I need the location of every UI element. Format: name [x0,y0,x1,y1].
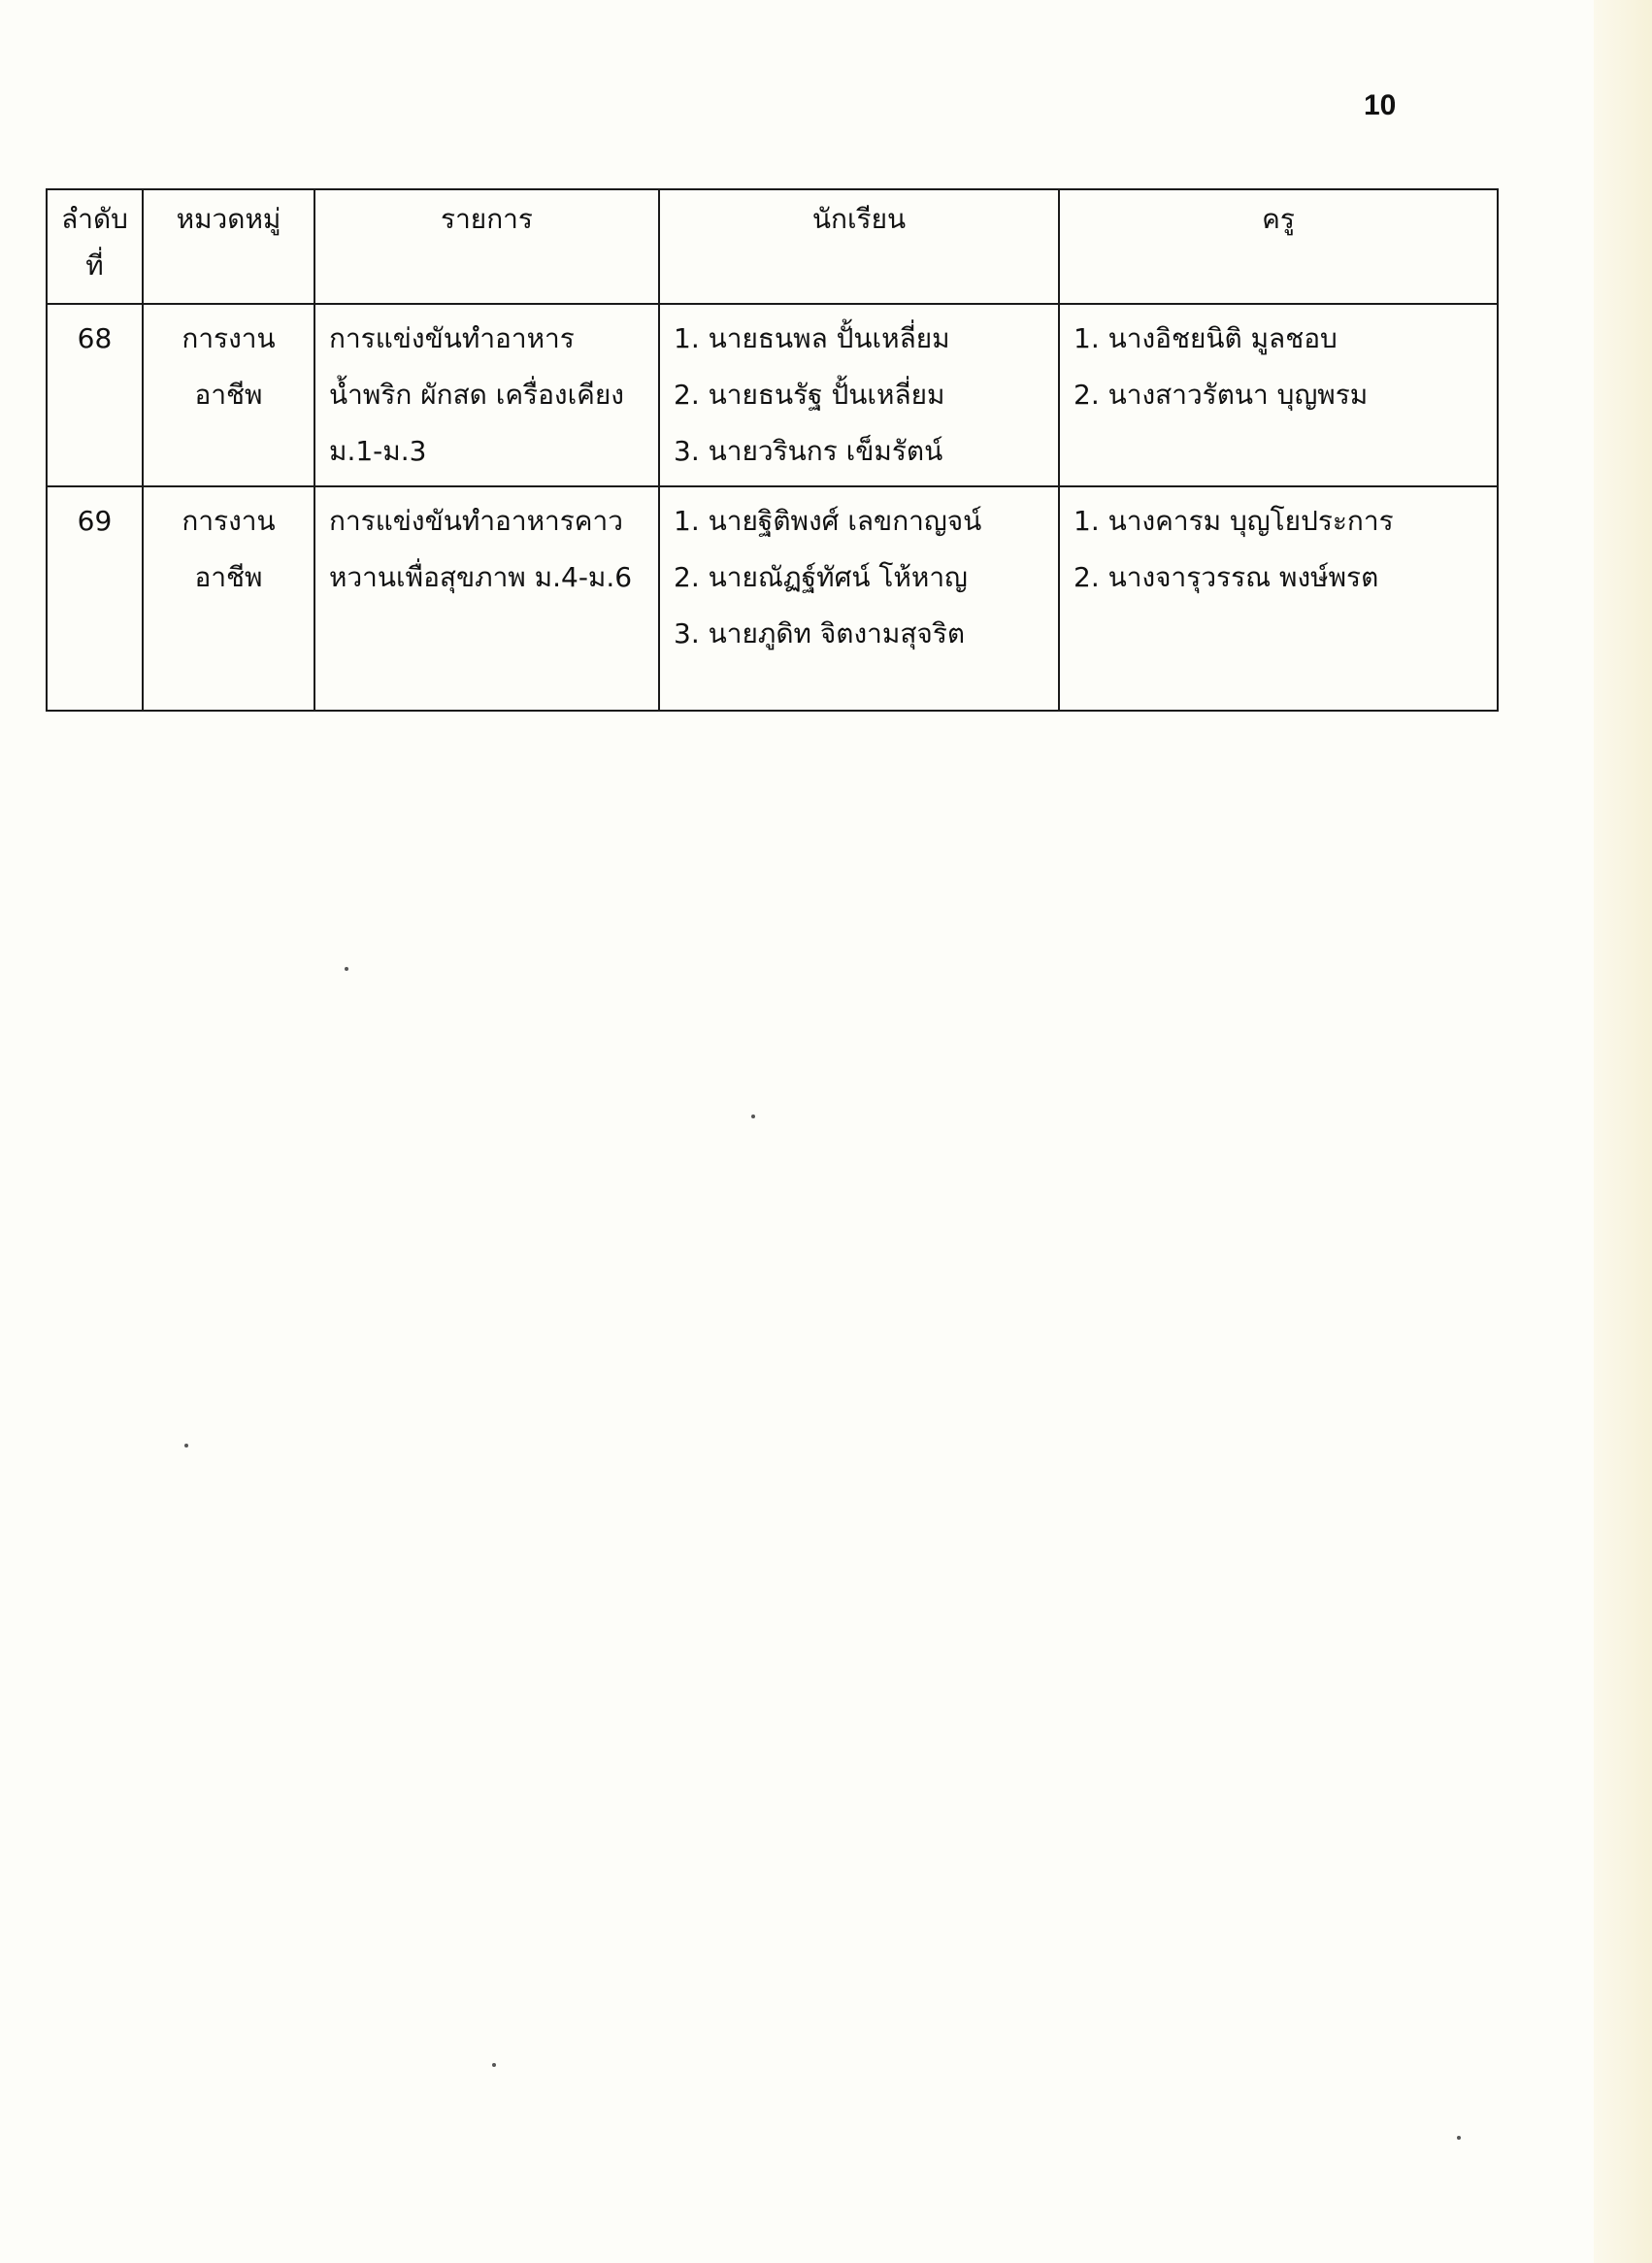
teacher-name: 1. นางอิชยนิติ มูลชอบ [1074,322,1338,354]
row-item [314,304,659,486]
student-name: 2. นายธนรัฐ ปั้นเหลี่ยม [674,379,945,411]
student-name: 1. นายธนพล ปั้นเหลี่ยม [674,322,950,354]
student-name: 3. นายภูดิท จิตงามสุจริต [674,617,966,649]
header-no-line2: ที่ [85,250,104,282]
row-students [659,304,1059,486]
student-name: 2. นายณัฏฐ์ทัศน์ โห้หาญ [674,561,968,593]
header-item: รายการ [314,189,659,304]
row-category [143,304,314,486]
scan-speck [492,2063,496,2067]
table-row [47,304,1498,486]
teacher-name: 1. นางคารม บุญโยประการ [1074,505,1394,537]
header-students: นักเรียน [659,189,1059,304]
row-category [143,486,314,711]
scan-speck [345,967,348,971]
category-line: อาชีพ [194,379,263,411]
category-line: การงาน [182,505,276,537]
item-line: ม.1-ม.3 [329,435,427,467]
teacher-name: 2. นางจารุวรรณ พงษ์พรต [1074,561,1379,593]
header-teachers: ครู [1059,189,1498,304]
item-line: การแข่งขันทำอาหาร [329,322,575,354]
item-line: หวานเพื่อสุขภาพ ม.4-ม.6 [329,561,633,593]
item-line: น้ำพริก ผักสด เครื่องเคียง [329,379,624,411]
row-teachers [1059,486,1498,711]
header-no [47,189,143,304]
scan-speck [751,1115,755,1118]
row-teachers [1059,304,1498,486]
header-category: หมวดหมู่ [143,189,314,304]
row-number: 68 [47,304,143,486]
scan-speck [1457,2136,1461,2140]
student-name: 1. นายฐิติพงศ์ เลขกาญจน์ [674,505,982,537]
item-line: การแข่งขันทำอาหารคาว [329,505,623,537]
row-item [314,486,659,711]
category-line: การงาน [182,322,276,354]
header-no-line1: ลำดับ [61,203,128,235]
student-name: 3. นายวรินกร เข็มรัตน์ [674,435,943,467]
scan-speck [184,1444,188,1448]
row-students [659,486,1059,711]
teacher-name: 2. นางสาวรัตนา บุญพรม [1074,379,1369,411]
row-number: 69 [47,486,143,711]
table-row [47,486,1498,711]
page-edge-shading [1594,0,1652,2263]
competition-table [46,188,1499,712]
category-line: อาชีพ [194,561,263,593]
table-header-row [47,189,1498,304]
page-number: 10 [1364,89,1397,121]
